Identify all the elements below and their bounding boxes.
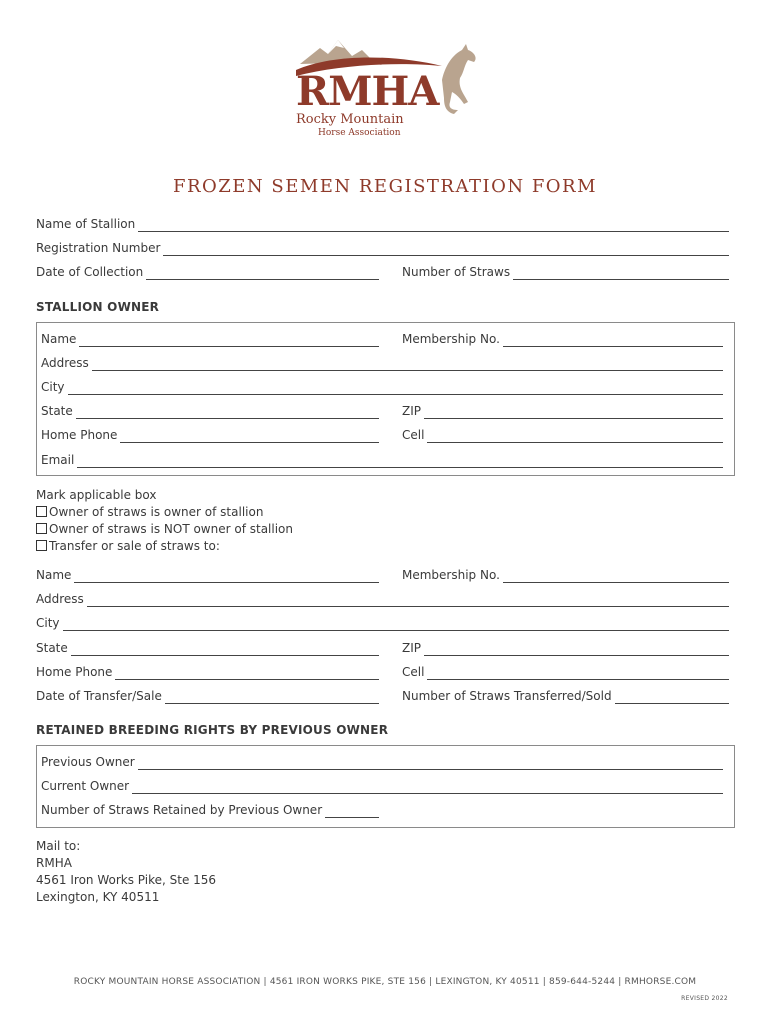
- field-label: Home Phone: [36, 665, 113, 679]
- owner-zip-field[interactable]: [402, 403, 723, 419]
- owner-address-field[interactable]: [41, 355, 723, 371]
- field-label: Number of Straws: [402, 265, 511, 279]
- straws-transferred-field[interactable]: [402, 688, 729, 704]
- field-label: Number of Straws Transferred/Sold: [402, 689, 612, 703]
- previous-owner-field[interactable]: [41, 754, 723, 770]
- field-label: State: [41, 404, 73, 418]
- mail-city: Lexington, KY 40511: [36, 890, 160, 904]
- registration-number-field[interactable]: [36, 240, 729, 256]
- owner-city-field[interactable]: [41, 379, 723, 395]
- field-label: Previous Owner: [41, 755, 135, 769]
- logo-line2: Horse Association: [318, 128, 401, 138]
- field-label: Name of Stallion: [36, 217, 136, 231]
- option-label: Transfer or sale of straws to:: [49, 539, 220, 553]
- owner-membership-field[interactable]: [402, 331, 723, 347]
- field-label: Name: [36, 568, 72, 582]
- mail-to-label: Mail to:: [36, 839, 81, 853]
- field-label: Home Phone: [41, 428, 118, 442]
- mail-street: 4561 Iron Works Pike, Ste 156: [36, 873, 217, 887]
- form-title: FROZEN SEMEN REGISTRATION FORM: [172, 176, 598, 197]
- number-of-straws-field[interactable]: [402, 264, 729, 280]
- footer-address: ROCKY MOUNTAIN HORSE ASSOCIATION | 4561 IRON WORKS PIKE, STE 156 | LEXINGTON, KY 40511 | 859-644-5244 | RMHORSE.COM: [73, 977, 697, 987]
- owner-name-field[interactable]: [41, 331, 379, 347]
- logo-acronym: RMHA: [296, 68, 439, 115]
- field-label: Cell: [402, 428, 425, 442]
- stallion-name-field[interactable]: [36, 216, 729, 232]
- straws-retained-field[interactable]: [41, 802, 379, 818]
- field-label: Registration Number: [36, 241, 161, 255]
- transfer-address-field[interactable]: [36, 591, 729, 607]
- option-label: Owner of straws is owner of stallion: [49, 505, 264, 519]
- transfer-zip-field[interactable]: [402, 640, 729, 656]
- field-label: Date of Collection: [36, 265, 144, 279]
- mail-org: RMHA: [36, 856, 72, 870]
- transfer-city-field[interactable]: [36, 615, 729, 631]
- field-label: Address: [41, 356, 89, 370]
- field-label: Membership No.: [402, 332, 500, 346]
- owner-home-phone-field[interactable]: [41, 427, 379, 443]
- revised-date: REVISED 2022: [681, 995, 728, 1002]
- logo-line1: Rocky Mountain: [296, 112, 404, 127]
- option-owner-not-stallion-owner[interactable]: [36, 521, 293, 538]
- field-label: Number of Straws Retained by Previous Owner: [41, 803, 323, 817]
- transfer-name-field[interactable]: [36, 567, 379, 583]
- field-label: Name: [41, 332, 77, 346]
- field-label: Email: [41, 453, 75, 467]
- field-label: Membership No.: [402, 568, 500, 582]
- field-label: Cell: [402, 665, 425, 679]
- owner-cell-field[interactable]: [402, 427, 723, 443]
- mark-box-prompt: Mark applicable box: [36, 488, 157, 502]
- field-label: State: [36, 641, 68, 655]
- transfer-home-phone-field[interactable]: [36, 664, 379, 680]
- field-label: ZIP: [402, 641, 421, 655]
- field-label: Date of Transfer/Sale: [36, 689, 162, 703]
- transfer-state-field[interactable]: [36, 640, 379, 656]
- field-label: Address: [36, 592, 84, 606]
- checkbox[interactable]: [36, 523, 47, 534]
- field-label: City: [36, 616, 60, 630]
- stallion-owner-heading: STALLION OWNER: [36, 300, 160, 314]
- horse-icon: [442, 44, 476, 114]
- owner-email-field[interactable]: [41, 452, 723, 468]
- option-label: Owner of straws is NOT owner of stallion: [49, 522, 294, 536]
- field-label: City: [41, 380, 65, 394]
- date-of-transfer-field[interactable]: [36, 688, 379, 704]
- owner-state-field[interactable]: [41, 403, 379, 419]
- checkbox[interactable]: [36, 506, 47, 517]
- field-label: ZIP: [402, 404, 421, 418]
- checkbox[interactable]: [36, 540, 47, 551]
- option-transfer-or-sale[interactable]: [36, 538, 220, 555]
- transfer-cell-field[interactable]: [402, 664, 729, 680]
- retained-rights-heading: RETAINED BREEDING RIGHTS BY PREVIOUS OWNER: [36, 723, 389, 737]
- field-label: Current Owner: [41, 779, 130, 793]
- option-owner-is-stallion-owner[interactable]: [36, 504, 263, 521]
- current-owner-field[interactable]: [41, 778, 723, 794]
- transfer-membership-field[interactable]: [402, 567, 729, 583]
- date-of-collection-field[interactable]: [36, 264, 379, 280]
